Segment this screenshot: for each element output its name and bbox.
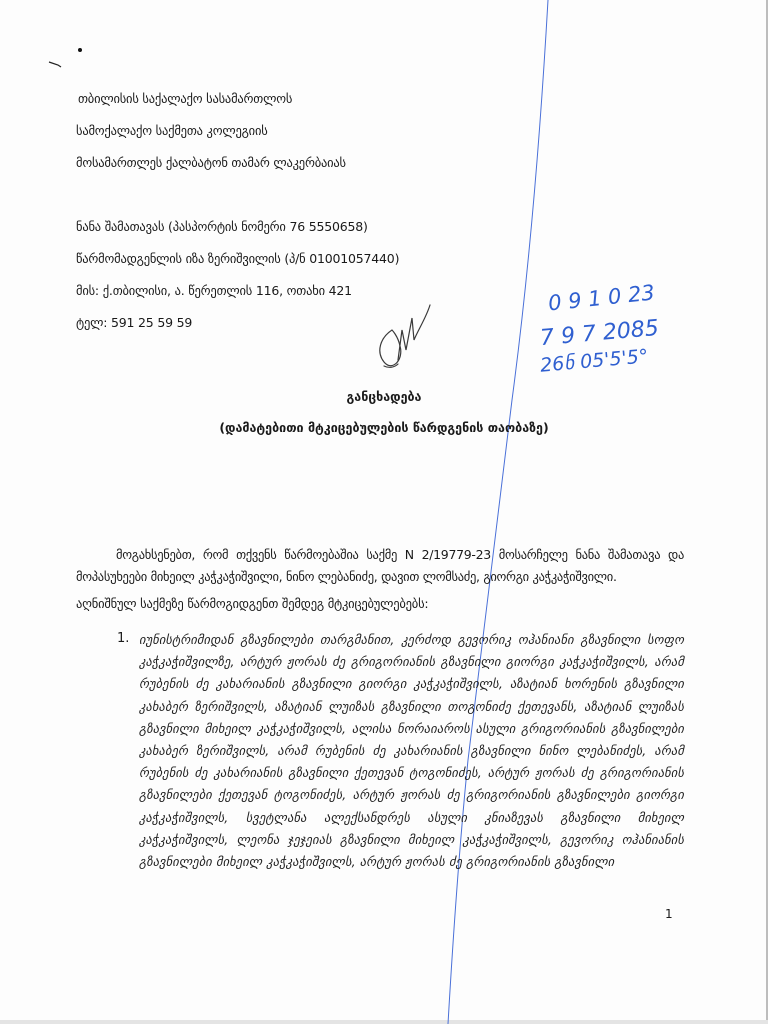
applicant-name: ნანა შამათავას (პასპორტის ნომერი 76 5550658) bbox=[76, 219, 368, 234]
signature-icon bbox=[380, 305, 430, 367]
applicant-address: მის: ქ.თბილისი, ა. წერეთლის 116, ოთახი 421 bbox=[76, 283, 352, 298]
page-number: 1 bbox=[665, 907, 673, 921]
stamp-line-2: 7 9 7 2085 bbox=[539, 315, 660, 352]
evidence-item-number: 1. bbox=[117, 631, 130, 646]
applicant-representative: წარმომადგენლის იზა ზერიშვილის (პ/ნ 01001057440) bbox=[76, 251, 400, 266]
applicant-phone: ტელ: 591 25 59 59 bbox=[76, 315, 193, 330]
addressee-college: სამოქალაქო საქმეთა კოლეგიის bbox=[76, 123, 268, 138]
stamp-line-3: 26ნ 05'5'5° bbox=[539, 345, 650, 377]
evidence-item-text: იუნისტრიმიდან გზავნილები თარგმანით, კერძოდ გევორიკ ოჰანიანი გზავნილი სოფო კაჭკაჭიშვილზე, არტურ ჟორას ძე გრიგორიანის გზავნილი გიორგი კაჭკაჭიშვილს, არამ რუბენის ძე კახარიანის გზავნილი გიორგი კაჭკაჭიშვილს, აზატიან ხორენის გზავნილი კახაბერ ზერიშვილს, აზატიან ლუიზას გზავნილი თოგონიძე ქეთევანს, აზატიან ლუიზას გზავნილი მიხეილ კაჭკაჭიშვილს, ალისა ნორაიაროს ასული გრიგორიანის გზავნილები კახაბერ ზერიშვილს, არამ რუბენის ძე კახარიანის გზავნილი ნინო ლებანიძეს, არამ რუბენის ძე კახარიანის გზავნილი ქეთევან ტოგონიძეს, არტურ ჟორას ძე გრიგორიანის გზავნილები ქეთევან ტოგონიძეს, არტურ ჟორას ძე გრიგორიანის გზავნილები გიორგი კაჭკაჭიშვილს, სვეტლანა ალექსანდრეს ასული კნიაზევას გზავნილი მიხეილ კაჭკაჭიშვილს, ლეონა ჯეჯეიას გზავნილი მიხეილ კაჭკაჭიშვილს, გევორიკ ოჰანიანის გზავნილები მიხეილ კაჭკაჭიშვილს, არტურ ჟორას ძე გრიგორიანის გზავნილი bbox=[139, 632, 684, 870]
document-title: განცხადება bbox=[346, 389, 422, 404]
document-subtitle: (დამატებითი მტკიცებულების წარდგენის თაობაზე) bbox=[219, 420, 549, 435]
evidence-lead: აღნიშნულ საქმეზე წარმოგიდგენთ შემდეგ მტკიცებულებებს: bbox=[76, 596, 429, 611]
addressee-court: თბილისის საქალაქო სასამართლოს bbox=[78, 91, 293, 106]
stamp-line-1: 0 9 1 0 23 bbox=[547, 280, 656, 316]
intro-paragraph: მოგახსენებთ, რომ თქვენს წარმოებაშია საქმე N 2/19779-23 მოსარჩელე ნანა შამათავა და მოპასუხეები მიხეილ კაჭკაჭიშვილი, ნინო ლებანიძე, დავით ლომსაძე, გიორგი კაჭკაჭიშვილი. bbox=[76, 547, 684, 584]
addressee-judge: მოსამართლეს ქალბატონ თამარ ლაკერბაიას bbox=[76, 155, 346, 170]
